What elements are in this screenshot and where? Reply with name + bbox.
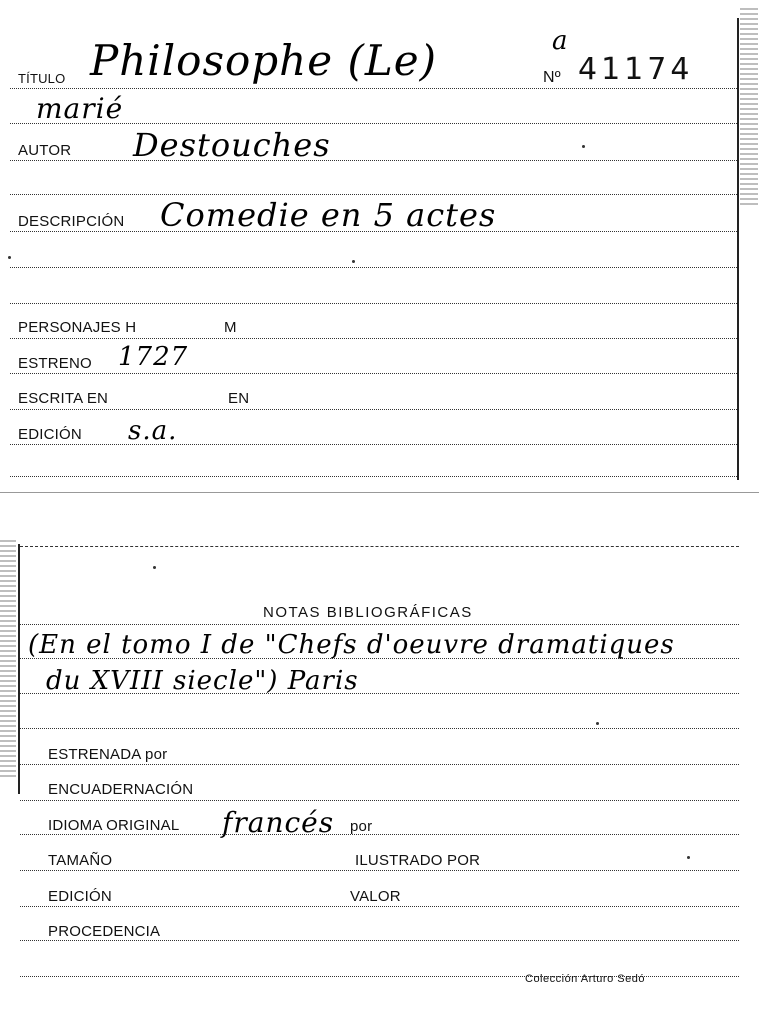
escrita-label: ESCRITA EN [18,390,109,407]
ruled-line [10,160,737,161]
ruled-line [10,373,737,374]
card-number: 41174 [578,52,694,87]
note-line-2: du XVIII siecle") Paris [46,666,359,696]
number-letter: a [552,26,569,56]
ruled-line [10,409,737,410]
ruled-line [20,728,739,729]
edicion-label-bottom: EDICIÓN [48,888,112,905]
tamano-label: TAMAÑO [48,852,113,869]
ruled-line [20,906,739,907]
card-separator [0,492,759,493]
catalog-card-bottom [0,536,759,1028]
ruled-line [20,870,739,871]
ruled-line [20,940,739,941]
card-right-border [737,18,739,480]
valor-label: VALOR [350,888,401,905]
collection-credit: Colección Arturo Sedó [525,973,645,985]
titulo-value: Philosophe (Le) [90,36,437,85]
estrenada-label: ESTRENADA por [48,746,168,763]
ink-speck [352,260,355,263]
card-torn-edge [740,8,758,208]
edicion-value: s.a. [128,416,178,446]
ink-speck [582,145,585,148]
ruled-line [10,476,737,477]
titulo-label: TÍTULO [18,71,66,86]
number-prefix: Nº [543,69,561,86]
card-left-border [18,544,20,794]
ruled-line [10,444,737,445]
autor-value: Destouches [133,126,331,164]
ruled-line [20,834,739,835]
catalog-card-top [0,0,759,492]
idioma-label: IDIOMA ORIGINAL [48,817,180,834]
notas-heading: NOTAS BIBLIOGRÁFICAS [263,604,473,621]
ruled-line [20,546,739,547]
procedencia-label: PROCEDENCIA [48,923,161,940]
descripcion-label: DESCRIPCIÓN [18,213,125,230]
ink-speck [153,566,156,569]
descripcion-value: Comedie en 5 actes [160,196,497,234]
ink-speck [8,256,11,259]
ruled-line [10,267,737,268]
ink-speck [596,722,599,725]
ruled-line [10,194,737,195]
ruled-line [10,303,737,304]
personajes-m-label: M [224,319,237,336]
ilustrado-label: ILUSTRADO POR [355,852,481,869]
idioma-value: francés [222,806,335,839]
ruled-line [10,338,737,339]
autor-label: AUTOR [18,142,72,159]
card-torn-edge [0,540,16,780]
estreno-value: 1727 [118,342,189,372]
titulo-continuation: marié [36,92,124,125]
encuadernacion-label: ENCUADERNACIÓN [48,781,194,798]
ruled-line [20,764,739,765]
escrita-en-label: EN [228,390,250,407]
personajes-label: PERSONAJES H [18,319,137,336]
ink-speck [687,856,690,859]
estreno-label: ESTRENO [18,355,92,372]
ruled-line [20,800,739,801]
ruled-line [20,624,739,625]
edicion-label: EDICIÓN [18,426,82,443]
note-line-1: (En el tomo I de "Chefs d'oeuvre dramatiques [28,630,675,660]
idioma-por-label: por [350,818,373,835]
ruled-line [10,88,737,89]
